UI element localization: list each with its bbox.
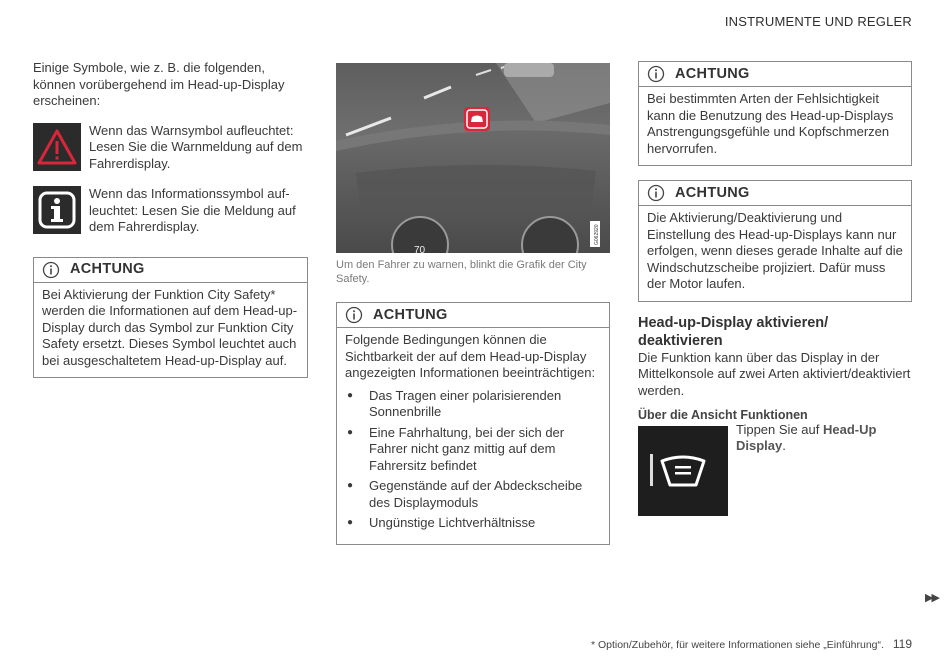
warning-box-visibility [336,302,610,545]
warning-box-vision [638,61,912,166]
column-middle [336,63,610,545]
warning-body [337,328,609,544]
info-circle-icon [647,65,665,83]
page-footer [591,636,912,654]
tap-target: Head-Up Display [736,421,877,453]
page-number: 119 [892,637,912,651]
warning-text: Die Aktivierung/Deaktivierung und Einstellung des Head-up-Displays kann nur erfolgen, wenn dieses gerade Inhalte auf die Windschutzscheibe projiziert. Dafür muss der Motor laufen. [647,210,903,291]
subheading: Über die Ansicht Funktionen [638,408,808,422]
intro-text: Einige Symbole, wie z. B. die folgenden, können vorübergehend im Head-up-Display erscheinen: [33,60,285,108]
head-up-display-button-icon [638,426,728,516]
photo-caption: Um den Fahrer zu warnen, blinkt die Grafik der City Safety. [336,259,587,285]
info-circle-icon [42,261,60,279]
tap-prefix: Tippen Sie auf [736,421,823,437]
footer-note: * Option/Zubehör, für weitere Informationen siehe „Einführung“. [590,639,884,651]
warning-body [639,87,911,165]
list-item: ● Gegenstände auf der Abdeckscheibe des Displaymoduls [345,478,601,511]
warning-symbol-text: Wenn das Warnsymbol aufleuchtet: Lesen Sie die Warnmeldung auf dem Fahrerdisplay. [89,122,303,171]
tap-instruction [736,422,912,516]
warning-triangle-icon [33,123,81,171]
warning-box-city-safety [33,257,308,379]
section-heading: Head-up-Display aktivieren/ deaktivieren [638,314,829,349]
section-body: Die Funktion kann über das Display in der Mittelkonsole auf zwei Arten aktiviert/deaktiviert werden. [638,349,911,398]
svg-text:70: 70 [414,245,426,253]
tap-instruction-row [638,421,912,516]
list-item: ● Ungünstige Lichtverhältnisse [345,515,601,532]
info-circle-icon [647,184,665,202]
condition-list [345,388,601,532]
tap-suffix: . [782,438,786,453]
warning-text: Bei Aktivierung der Funktion City Safety* werden die Informationen auf dem Head-up-Display durch das Symbol zur Funktion City Safety ersetzt. Dieses Symbol leuchtet auch bei ausgeschaltetem Head-up-Display auf. [42,286,298,368]
list-item: ● Das Tragen einer polarisierenden Sonnenbrille [345,388,601,421]
warning-title: ACHTUNG [675,65,750,82]
warning-box-activation [638,180,912,302]
warning-body [639,206,911,301]
info-circle-icon [345,306,363,324]
warning-title: ACHTUNG [675,184,750,201]
info-symbol-text: Wenn das Informationssymbol auf-leuchtet: Lesen Sie die Meldung auf dem Fahrerdisplay. [89,186,296,234]
warning-header [639,62,911,87]
photo-code: G062920 [594,224,600,245]
list-item: ● Eine Fahrhaltung, bei der sich der Fahrer nicht ganz mittig auf dem Fahrersitz befindet [345,425,601,475]
hud-photo [336,63,610,253]
warning-text: Bei bestimmten Arten der Fehlsichtigkeit kann die Benutzung des Head-up-Displays Anstrengungsgefühle und Kopfschmerzen hervorrufen. [647,91,894,156]
warning-title: ACHTUNG [373,306,448,323]
warning-header [337,303,609,328]
column-left [33,60,308,378]
info-symbol-row [33,186,308,236]
warning-header [639,181,911,206]
warning-text: Folgende Bedingungen können die Sichtbarkeit der auf dem Head-up-Display angezeigten Informationen beeinträchtigen: [345,332,596,380]
warning-symbol-row [33,123,308,173]
warning-body [34,283,307,378]
information-icon [33,186,81,234]
section-header: INSTRUMENTE UND REGLER [724,14,912,29]
warning-title: ACHTUNG [70,261,145,278]
warning-header [34,258,307,283]
column-right [638,61,912,516]
next-page-arrows-icon: ▶▶ [925,592,938,604]
